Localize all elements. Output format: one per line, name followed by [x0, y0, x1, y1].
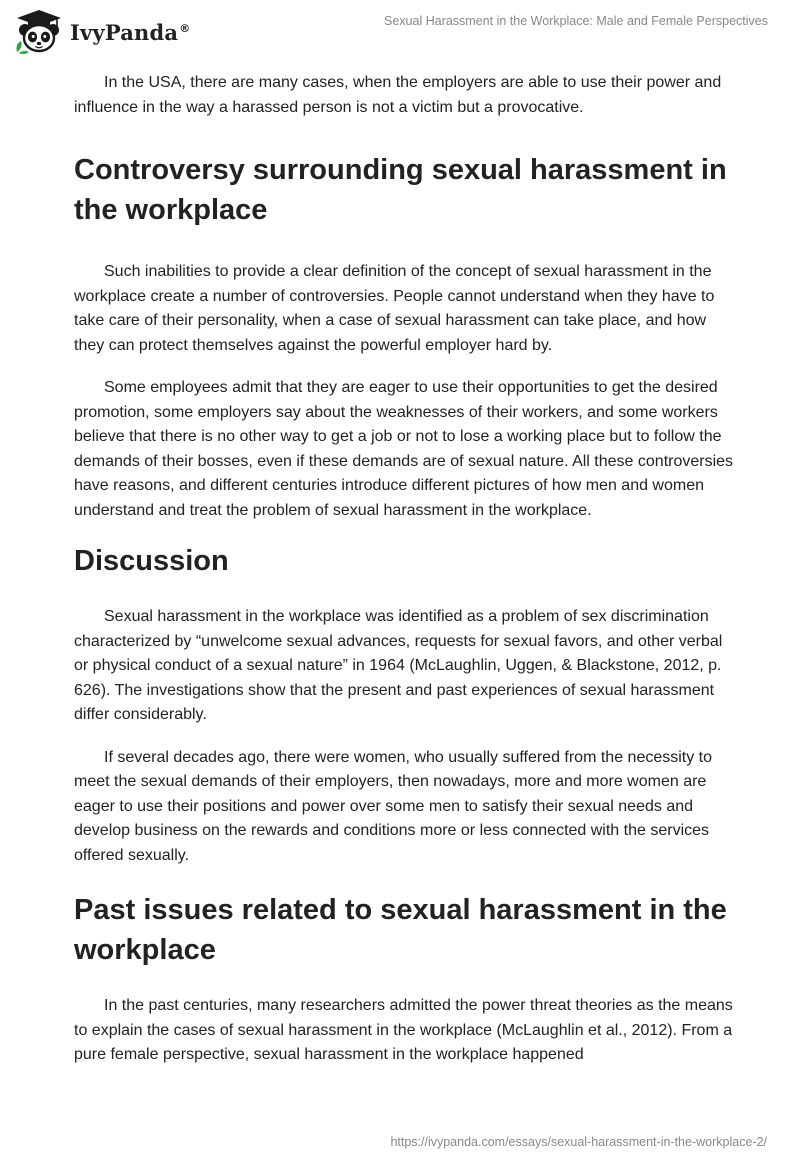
- ivypanda-logo[interactable]: [14, 8, 190, 54]
- heading-controversy: Controversy surrounding sexual harassment in the workplace: [74, 154, 727, 226]
- discussion-paragraph-2: If several decades ago, there were women, who usually suffered from the necessity to meet the sexual demands of their employers, then nowadays, more and more women are eager to use their positions and power over some men to satisfy their sexual needs and develop business on the rewards and conditions more or less connected with the services offered sexually.: [74, 748, 713, 864]
- essay-content: [74, 71, 734, 1068]
- discussion-paragraph-1: Sexual harassment in the workplace was identified as a problem of sex discrimination characterized by “unwelcome sexual advances, requests for sexual favors, and other verbal or physical conduct of a sexual nature” in 1964 (McLaughlin, Uggen, & Blackstone, 2012, p. 626). The investigations show that the present and past experiences of sexual harassment differ considerably.: [74, 608, 723, 723]
- past-issues-paragraph-1: In the past centuries, many researchers admitted the power threat theories as the means to explain the cases of sexual harassment in the workplace (McLaughlin et al., 2012). From a pure female perspective, sexual harassment in the workplace happened: [74, 997, 733, 1063]
- logo-wordmark: [70, 20, 190, 45]
- logo-name: IvyPanda: [70, 19, 179, 45]
- page-header: [0, 0, 800, 60]
- footer-url[interactable]: https://ivypanda.com/essays/sexual-harassment-in-the-workplace-2/: [390, 1135, 767, 1149]
- registered-mark: ®: [179, 21, 191, 35]
- intro-paragraph: In the USA, there are many cases, when the employers are able to use their power and influence in the way a harassed person is not a victim but a provocative.: [74, 74, 722, 116]
- controversy-paragraph-2: Some employees admit that they are eager to use their opportunities to get the desired promotion, some employers say about the weaknesses of their workers, and some workers believe that there is no other way to get a job or not to lose a working place but to follow the demands of their bosses, even if these demands are of sexual nature. All these controversies have reasons, and different centuries introduce different pictures of how men and women understand and treat the problem of sexual harassment in the workplace.: [74, 379, 734, 519]
- panda-mascot-icon: [14, 8, 64, 54]
- document-title: Sexual Harassment in the Workplace: Male and Female Perspectives: [384, 14, 768, 28]
- controversy-paragraph-1: Such inabilities to provide a clear definition of the concept of sexual harassment in the workplace create a number of controversies. People cannot understand when they have to take care of their personality, when a case of sexual harassment can take place, and how they can protect themselves against the powerful employer hard by.: [74, 263, 715, 354]
- heading-past-issues: Past issues related to sexual harassment in the workplace: [74, 894, 727, 966]
- heading-discussion: Discussion: [74, 545, 229, 577]
